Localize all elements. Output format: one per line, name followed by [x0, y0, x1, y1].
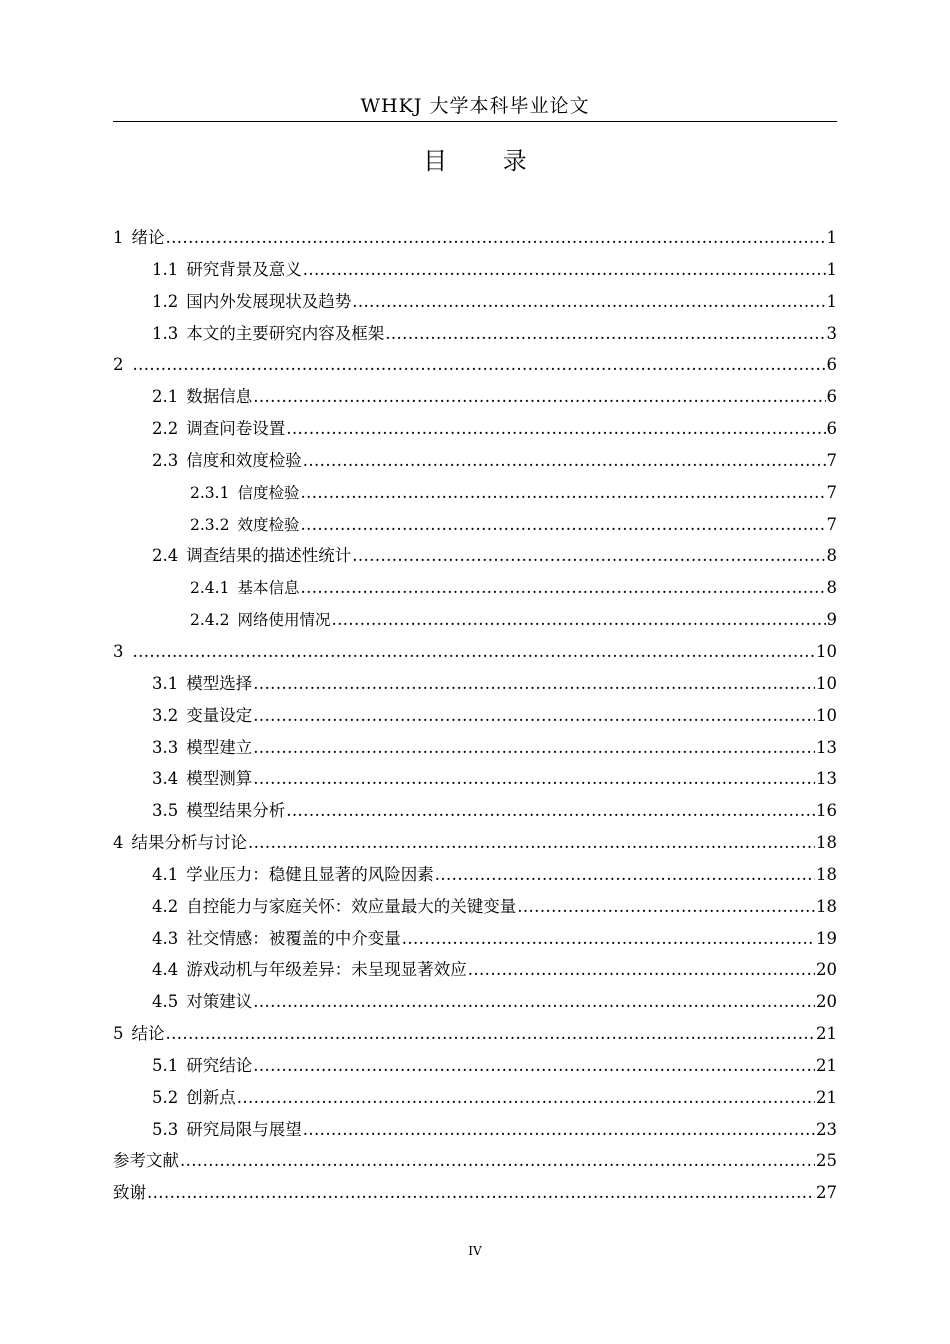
toc-dot-leader — [253, 986, 815, 1018]
toc-entry-number: 5.2 — [152, 1087, 179, 1107]
toc-entry-page: 10 — [816, 673, 837, 693]
toc-dot-leader — [435, 859, 815, 891]
toc-entry[interactable] — [113, 732, 837, 764]
toc-entry-number: 4 — [113, 833, 124, 853]
toc-entry[interactable] — [113, 1018, 837, 1050]
toc-entry-number: 1.1 — [152, 259, 179, 279]
toc-entry-number: 3.4 — [152, 769, 179, 789]
toc-dot-leader — [237, 1082, 815, 1114]
toc-entry[interactable] — [113, 636, 837, 668]
toc-entry-number: 4.3 — [152, 928, 179, 948]
toc-entry[interactable] — [113, 254, 837, 286]
toc-entry[interactable] — [113, 1177, 837, 1209]
toc-entry-title: 结论 — [131, 1024, 165, 1044]
toc-dot-leader — [133, 349, 826, 381]
toc-entry-page: 1 — [826, 259, 837, 279]
toc-dot-leader — [303, 445, 826, 477]
toc-entry[interactable] — [113, 381, 837, 413]
toc-dot-leader — [352, 286, 825, 318]
page-title: 目 录 — [423, 147, 551, 175]
toc-entry-page: 8 — [826, 546, 837, 566]
toc-entry[interactable] — [113, 923, 837, 955]
toc-entry-page: 21 — [816, 1087, 837, 1107]
toc-entry-number: 2.1 — [152, 387, 179, 407]
toc-entry[interactable] — [113, 859, 837, 891]
toc-entry[interactable] — [113, 668, 837, 700]
toc-entry-number: 1.3 — [152, 323, 179, 343]
toc-entry-title: 模型结果分析 — [186, 801, 286, 821]
toc-entry-title: 模型测算 — [186, 769, 253, 789]
toc-entry-number: 2.3.2 — [190, 515, 230, 534]
toc-entry-title: 模型选择 — [186, 673, 253, 693]
toc-entry-number: 2.4.1 — [190, 579, 230, 598]
toc-entry-title: 数据信息 — [186, 387, 253, 407]
toc-entry-title: 研究局限与展望 — [186, 1119, 302, 1139]
toc-dot-leader — [303, 1114, 815, 1146]
toc-dot-leader — [253, 381, 825, 413]
toc-entry-number: 3 — [113, 641, 124, 661]
toc-entry[interactable] — [113, 1145, 837, 1177]
toc-dot-leader — [133, 636, 816, 668]
toc-entry-page: 13 — [816, 769, 837, 789]
toc-entry-title: 基本信息 — [237, 579, 300, 598]
toc-entry-title: 调查结果的描述性统计 — [186, 546, 352, 566]
toc-entry-number: 1.2 — [152, 291, 179, 311]
toc-entry-number: 1 — [113, 228, 124, 247]
toc-entry[interactable] — [113, 349, 837, 381]
toc-entry[interactable] — [113, 1114, 837, 1146]
toc-entry-number: 4.4 — [152, 960, 179, 980]
table-of-contents — [113, 222, 837, 1209]
toc-entry-number: 5.1 — [152, 1055, 179, 1075]
toc-entry-page: 19 — [816, 928, 837, 948]
toc-entry[interactable] — [113, 763, 837, 795]
toc-entry-title: 游戏动机与年级差异：未呈现显著效应 — [186, 960, 467, 980]
header-text: WHKJ 大学本科毕业论文 — [360, 95, 590, 117]
toc-dot-leader — [253, 732, 815, 764]
toc-entry-page: 20 — [816, 992, 837, 1012]
toc-entry[interactable] — [113, 827, 837, 859]
toc-entry-number: 2.2 — [152, 419, 179, 439]
toc-entry[interactable] — [113, 222, 837, 254]
toc-dot-leader — [517, 891, 815, 923]
toc-entry-number: 3.2 — [152, 705, 179, 725]
toc-entry-title: 结果分析与讨论 — [131, 833, 247, 853]
toc-entry-page: 16 — [816, 801, 837, 821]
toc-entry-title: 调查问卷设置 — [186, 419, 286, 439]
toc-entry[interactable] — [113, 1050, 837, 1082]
toc-entry-title: 信度检验 — [237, 483, 300, 502]
toc-dot-leader — [166, 1018, 816, 1050]
toc-dot-leader — [402, 923, 815, 955]
toc-dot-leader — [303, 254, 826, 286]
toc-entry-page: 3 — [826, 323, 837, 343]
toc-entry-number: 2 — [113, 355, 124, 375]
toc-entry-page: 18 — [816, 864, 837, 884]
toc-entry-number: 5 — [113, 1024, 124, 1044]
toc-entry-title: 社交情感：被覆盖的中介变量 — [186, 928, 401, 948]
toc-entry[interactable] — [113, 700, 837, 732]
toc-entry-number: 2.4 — [152, 546, 179, 566]
toc-entry-number: 3.1 — [152, 673, 179, 693]
toc-entry-title: 对策建议 — [186, 992, 253, 1012]
toc-entry[interactable] — [113, 445, 837, 477]
toc-entry[interactable] — [113, 1082, 837, 1114]
toc-dot-leader — [331, 604, 825, 636]
toc-entry[interactable] — [113, 891, 837, 923]
toc-entry-number: 2.4.2 — [190, 611, 230, 630]
toc-entry-page: 7 — [826, 514, 837, 534]
toc-entry-page: 20 — [816, 960, 837, 980]
page-number: IV — [468, 1244, 482, 1258]
toc-entry-page: 6 — [826, 355, 837, 375]
toc-entry-page: 23 — [816, 1119, 837, 1139]
toc-entry-number: 4.2 — [152, 896, 179, 916]
toc-entry-title: 绪论 — [131, 228, 165, 247]
toc-entry-page: 13 — [816, 737, 837, 757]
toc-entry-number: 4.5 — [152, 992, 179, 1012]
toc-entry-page: 18 — [816, 833, 837, 853]
toc-dot-leader — [352, 540, 825, 572]
toc-entry[interactable] — [113, 604, 837, 636]
toc-entry-title: 创新点 — [186, 1087, 236, 1107]
toc-entry[interactable] — [113, 286, 837, 318]
toc-dot-leader — [253, 763, 815, 795]
toc-entry-page: 8 — [826, 578, 837, 598]
toc-dot-leader — [248, 827, 815, 859]
toc-dot-leader — [300, 572, 825, 604]
toc-entry[interactable] — [113, 477, 837, 509]
toc-dot-leader — [300, 509, 825, 541]
toc-entry-page: 18 — [816, 896, 837, 916]
toc-entry-page: 1 — [826, 291, 837, 311]
toc-entry-number: 3.3 — [152, 737, 179, 757]
toc-entry-page: 21 — [816, 1055, 837, 1075]
toc-dot-leader — [300, 477, 825, 509]
toc-entry-number: 2.3.1 — [190, 483, 230, 502]
toc-entry-page: 10 — [816, 641, 837, 661]
toc-dot-leader — [147, 1177, 815, 1209]
toc-entry-page: 6 — [826, 419, 837, 439]
toc-entry-page: 21 — [816, 1024, 837, 1044]
toc-entry-title: 本文的主要研究内容及框架 — [186, 323, 385, 343]
toc-dot-leader — [253, 700, 815, 732]
toc-entry-title: 变量设定 — [186, 705, 253, 725]
toc-entry-number: 2.3 — [152, 450, 179, 470]
toc-entry-title: 模型建立 — [186, 737, 253, 757]
toc-entry-title: 参考文献 — [113, 1151, 179, 1171]
toc-entry-title: 网络使用情况 — [237, 611, 331, 630]
toc-entry-page: 7 — [826, 482, 837, 502]
toc-entry-page: 9 — [826, 610, 837, 630]
toc-entry[interactable] — [113, 318, 837, 350]
toc-entry-page: 1 — [826, 228, 837, 247]
toc-dot-leader — [286, 795, 815, 827]
toc-dot-leader — [286, 413, 825, 445]
toc-entry-page: 25 — [816, 1151, 837, 1171]
toc-entry-number: 4.1 — [152, 864, 179, 884]
toc-entry-title: 研究背景及意义 — [186, 259, 302, 279]
toc-dot-leader — [253, 1050, 815, 1082]
toc-entry-title: 研究结论 — [186, 1055, 253, 1075]
toc-entry-title: 自控能力与家庭关怀：效应量最大的关键变量 — [186, 896, 517, 916]
toc-entry[interactable] — [113, 540, 837, 572]
toc-entry[interactable] — [113, 954, 837, 986]
toc-entry[interactable] — [113, 509, 837, 541]
toc-entry-page: 10 — [816, 705, 837, 725]
toc-entry-title: 效度检验 — [237, 515, 300, 534]
toc-dot-leader — [166, 222, 826, 254]
toc-dot-leader — [253, 668, 815, 700]
toc-entry-number: 3.5 — [152, 801, 179, 821]
toc-dot-leader — [385, 318, 825, 350]
toc-entry-number: 5.3 — [152, 1119, 179, 1139]
toc-dot-leader — [180, 1145, 815, 1177]
toc-entry[interactable] — [113, 572, 837, 604]
toc-entry[interactable] — [113, 413, 837, 445]
toc-entry-page: 6 — [826, 387, 837, 407]
toc-entry[interactable] — [113, 986, 837, 1018]
toc-entry-title: 信度和效度检验 — [186, 450, 302, 470]
toc-entry-page: 7 — [826, 450, 837, 470]
toc-dot-leader — [468, 954, 815, 986]
toc-entry[interactable] — [113, 795, 837, 827]
toc-entry-page: 27 — [816, 1183, 837, 1203]
toc-entry-title: 学业压力：稳健且显著的风险因素 — [186, 864, 434, 884]
running-header — [113, 93, 837, 122]
toc-entry-title: 国内外发展现状及趋势 — [186, 291, 352, 311]
toc-entry-title: 致谢 — [113, 1183, 146, 1203]
